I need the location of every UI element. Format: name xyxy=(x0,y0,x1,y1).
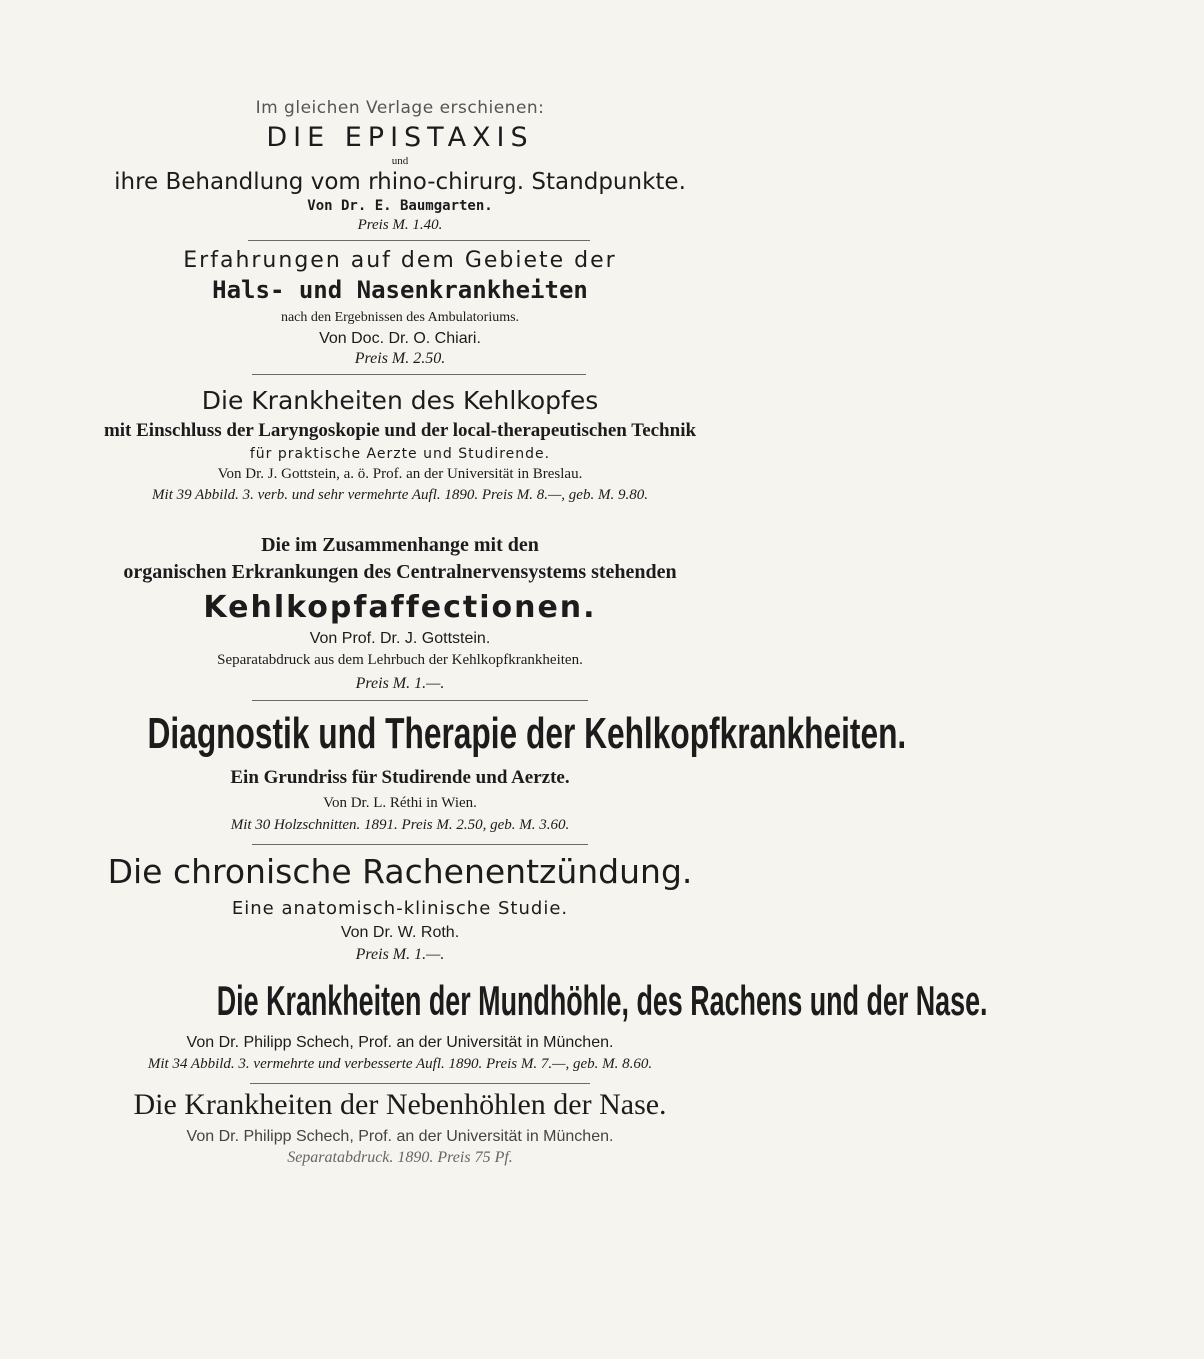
book7-title: Die Krankheiten der Mundhöhle, des Rachens und der Nase. xyxy=(216,977,988,1024)
book4-line1: Die im Zusammenhange mit den xyxy=(261,534,539,556)
book5-price: Mit 30 Holzschnitten. 1891. Preis M. 2.50, geb. M. 3.60. xyxy=(230,817,570,833)
book6-subtitle: Eine anatomisch-klinische Studie. xyxy=(231,898,569,919)
book5-title-wrap xyxy=(0,706,907,762)
book3-author: Von Dr. J. Gottstein, a. ö. Prof. an der Universität in Breslau. xyxy=(217,466,583,482)
book8-title: Die Krankheiten der Nebenhöhlen der Nase. xyxy=(133,1088,667,1121)
book1-author: Von Dr. E. Baumgarten. xyxy=(307,198,493,214)
book2-title-line1: Erfahrungen auf dem Gebiete der xyxy=(183,248,617,273)
divider-5 xyxy=(250,1083,590,1084)
book1-title: DIE EPISTAXIS xyxy=(266,122,534,153)
book3-price: Mit 39 Abbild. 3. verb. und sehr vermehrte Aufl. 1890. Preis M. 8.—, geb. M. 9.80. xyxy=(152,487,648,503)
intro-line: Im gleichen Verlage erschienen: xyxy=(255,98,545,118)
book5-author: Von Dr. L. Réthi in Wien. xyxy=(323,795,477,811)
divider-2 xyxy=(252,374,586,375)
book3-audience: für praktische Aerzte und Studirende. xyxy=(249,446,551,462)
book4-title: Kehlkopfaffectionen. xyxy=(203,590,597,625)
book4-price: Preis M. 1.—. xyxy=(355,675,445,692)
book5-title: Diagnostik und Therapie der Kehlkopfkrankheiten. xyxy=(147,709,907,758)
book7-author: Von Dr. Philipp Schech, Prof. an der Universität in München. xyxy=(186,1034,614,1051)
book6-author: Von Dr. W. Roth. xyxy=(340,924,460,941)
book4-author: Von Prof. Dr. J. Gottstein. xyxy=(309,630,491,647)
book1-subtitle: ihre Behandlung vom rhino-chirurg. Standpunkte. xyxy=(114,169,686,195)
book7-title-wrap xyxy=(0,972,988,1030)
book2-subtitle: nach den Ergebnissen des Ambulatoriums. xyxy=(280,310,520,325)
book7-price: Mit 34 Abbild. 3. vermehrte und verbesserte Aufl. 1890. Preis M. 7.—, geb. M. 8.60. xyxy=(147,1056,653,1072)
book1-connector: und xyxy=(391,155,409,167)
book4-note: Separatabdruck aus dem Lehrbuch der Kehlkopfkrankheiten. xyxy=(217,652,583,668)
book2-price: Preis M. 2.50. xyxy=(354,350,446,367)
book8-price: Separatabdruck. 1890. Preis 75 Pf. xyxy=(287,1149,513,1166)
book3-title: Die Krankheiten des Kehlkopfes xyxy=(201,386,599,415)
book6-price: Preis M. 1.—. xyxy=(355,946,445,963)
book2-author: Von Doc. Dr. O. Chiari. xyxy=(319,330,481,347)
book6-title: Die chronische Rachenentzündung. xyxy=(107,852,693,891)
book3-subtitle: mit Einschluss der Laryngoskopie und der local-therapeutischen Technik xyxy=(103,420,697,441)
book2-title-line2: Hals- und Nasenkrankheiten xyxy=(212,276,588,304)
book5-subtitle: Ein Grundriss für Studirende und Aerzte. xyxy=(230,767,570,788)
divider-4 xyxy=(252,844,588,845)
book4-line2: organischen Erkrankungen des Centralnervensystems stehenden xyxy=(123,561,677,583)
divider-1 xyxy=(248,240,590,241)
book8-author: Von Dr. Philipp Schech, Prof. an der Universität in München. xyxy=(186,1128,614,1145)
book1-price: Preis M. 1.40. xyxy=(357,217,443,233)
divider-3 xyxy=(252,700,588,701)
